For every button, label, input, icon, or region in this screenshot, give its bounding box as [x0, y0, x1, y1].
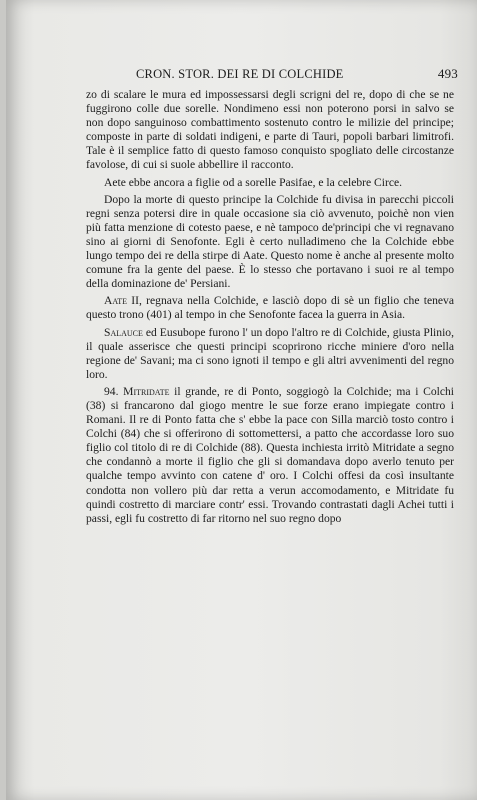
paragraph [86, 193, 454, 292]
king-name: Aate [104, 294, 128, 308]
paragraph-text: II, regnava nella Colchide, e lasciò dopo di sè un figlio che teneva questo trono (401) al tempo in che Senofonte facea la guerra in Asia. [86, 294, 454, 322]
body-text [86, 88, 454, 526]
paragraph [86, 88, 454, 173]
page-number: 493 [437, 66, 458, 81]
paragraph-text: ed Eusubope furono l' un dopo l'altro re di Colchide, giusta Plinio, il quale asserisce che questi principi scoprirono ricche miniere d'oro nella regione de' Savani; ma ci sono ignoti il tempo e gli altri avvenimenti del regno loro. [86, 325, 454, 381]
paragraph-text: Dopo la morte di questo principe la Colchide fu divisa in parecchi piccoli regni senza potersi dire in quale occasione sia ciò avvenuto, poichè non vien più fatta menzione di cotesto paese, e nè tampoco de'principi che vi regnavano sino ai giorni di Senofonte. Egli è certo nulladimeno che la Colchide ebbe lungo tempo dei re della stirpe di Aate. Questo nome è anche al presente molto comune fra la gente del paese. È lo stesso che portavano i suoi re al tempo della dominazione de' Persiani. [86, 192, 454, 291]
book-page [6, 0, 477, 800]
running-title: CRON. STOR. DEI RE DI COLCHIDE [136, 67, 344, 81]
paragraph-text: il grande, re di Ponto, soggiogò la Colchide; ma i Colchi (38) si francarono dal giogo mentre le sue forze erano impiegate contro i Romani. Il re di Ponto fatta che s' ebbe la pace con Silla marciò tosto contro i Colchi (84) che si offerirono di sottomettersi, a patto che accordasse loro suo figlio col titolo di re di Colchide (88). Questa inchiesta irritò Mitridate a segno che condannò a morte il figlio che gli si domandava dopo averlo tenuto per qualche tempo avvinto con catene d' oro. I Colchi offesi da così insultante condotta non vollero più dar retta a verun accomodamento, e Mitridate fu quindi costretto di marciare contr' essi. Trovando contrastati dagli Achei tutti i passi, egli fu costretto di far ritorno nel suo regno dopo [86, 384, 455, 525]
paragraph-text: zo di scalare le mura ed impossessarsi degli scrigni del re, dopo di che se ne fuggirono colle due sorelle. Nondimeno essi non poterono porsi in salvo se non dopo sanguinoso combattimento sostenuto contro le milizie del principe; composte in parte di soldati indigeni, e parte di Tauri, popoli barbari limitrofi. Tale è il semplice fatto di questo famoso conquisto spogliato delle circostanze favolose, di cui si suole abbellire il racconto. [86, 88, 454, 172]
king-name: Salauce [104, 325, 143, 339]
paragraph [86, 385, 454, 526]
paragraph [86, 326, 454, 382]
paragraph [86, 176, 454, 190]
paragraph-text: Aete ebbe ancora a figlie od a sorelle Pasifae, e la celebre Circe. [104, 175, 403, 189]
paragraph [86, 294, 454, 322]
page-header [78, 66, 458, 86]
section-number: 94. [104, 384, 124, 398]
king-name: Mitridate [123, 384, 170, 398]
